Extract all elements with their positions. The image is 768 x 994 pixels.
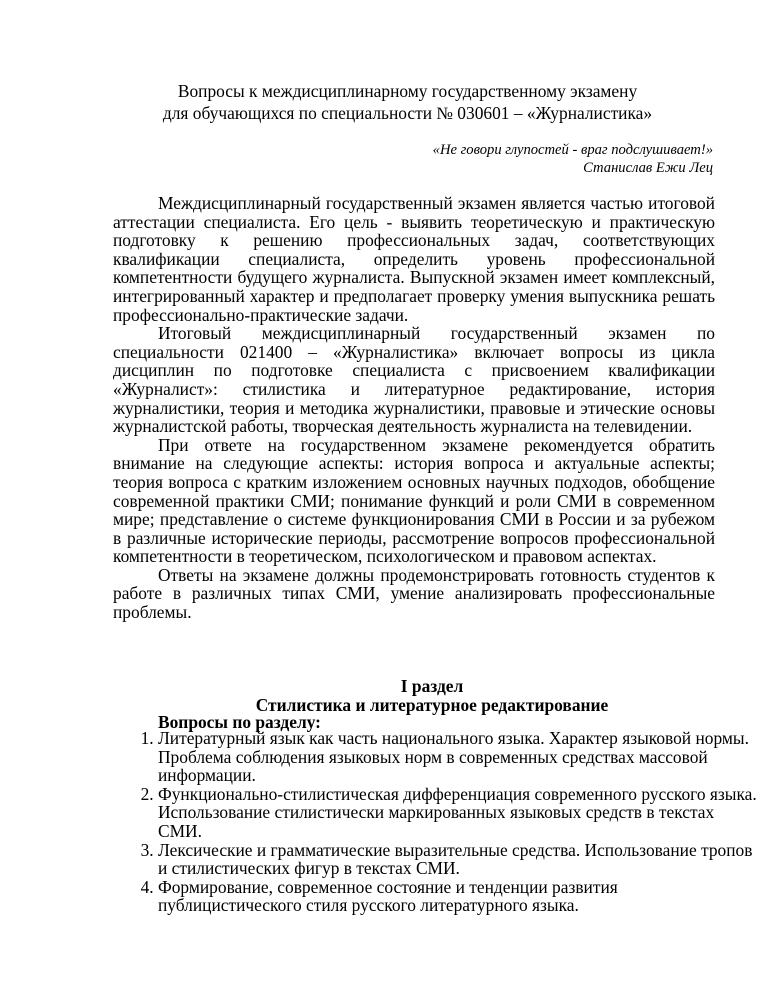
intro-text	[113, 194, 715, 622]
intro-paragraph-1: Междисциплинарный государственный экзамен является частью итоговой аттестации специалиста. Его цель - выявить теоретическую и практическую подготовку к решению профессиональных задач, соответствующих квалификации специалиста, определить уровень профессиональной компетентности будущего журналиста. Выпускной экзамен имеет комплексный, интегрированный характер и предполагает проверку умения выпускника решать профессионально-практические задачи.	[113, 193, 715, 325]
list-item: 3. Лексические и грамматические выразительные средства. Использование тропов и стилистических фигур в текстах СМИ.	[158, 841, 758, 878]
title-line-2: для обучающихся по специальности № 030601 – «Журналистика»	[162, 103, 653, 123]
section-heading	[100, 677, 764, 715]
title-line-1: Вопросы к междисциплинарному государственному экзамену	[177, 81, 638, 101]
section-title: Стилистика и литературное редактирование	[255, 695, 609, 715]
questions-list	[130, 729, 758, 915]
intro-paragraph-4: Ответы на экзамене должны продемонстрировать готовность студентов к работе в различных типах СМИ, умение анализировать профессиональные проблемы.	[113, 564, 715, 623]
questions-label: Вопросы по разделу:	[158, 712, 321, 732]
epigraph-quote: «Не говори глупостей - враг подслушивает!»	[432, 142, 713, 158]
epigraph-author: Станислав Ежи Лец	[583, 160, 713, 176]
document-title	[100, 80, 715, 124]
list-item: 4. Формирование, современное состояние и тенденции развития публицистического стиля русского литературного языка.	[158, 878, 758, 915]
intro-paragraph-3: При ответе на государственном экзамене рекомендуется обратить внимание на следующие аспекты: история вопроса и актуальные аспекты; теория вопроса с кратким изложением основных научных подходов, обобщение современной практики СМИ; понимание функций и роли СМИ в современном мире; представление о системе функционирования СМИ в России и за рубежом в различные исторические периоды, рассмотрение вопросов профессиональной компетентности в теоретическом, психологическом и правовом аспектах.	[113, 434, 715, 567]
intro-paragraph-2: Итоговый междисциплинарный государственный экзамен по специальности 021400 – «Журналистика» включает вопросы из цикла дисциплин по подготовке специалиста с присвоением квалификации «Журналист»: стилистика и литературное редактирование, история журналистики, теория и методика журналистики, правовые и этические основы журналистской работы, творческая деятельность журналиста на телевидении.	[113, 323, 715, 437]
epigraph	[433, 141, 713, 177]
section-number: I раздел	[400, 676, 464, 696]
list-item: 1. Литературный язык как часть национального языка. Характер языковой нормы. Проблема соблюдения языковых норм в современных средствах массовой информации.	[158, 729, 758, 785]
list-item: 2. Функционально-стилистическая дифференциация современного русского языка. Использование стилистически маркированных языковых средств в текстах СМИ.	[158, 785, 758, 841]
